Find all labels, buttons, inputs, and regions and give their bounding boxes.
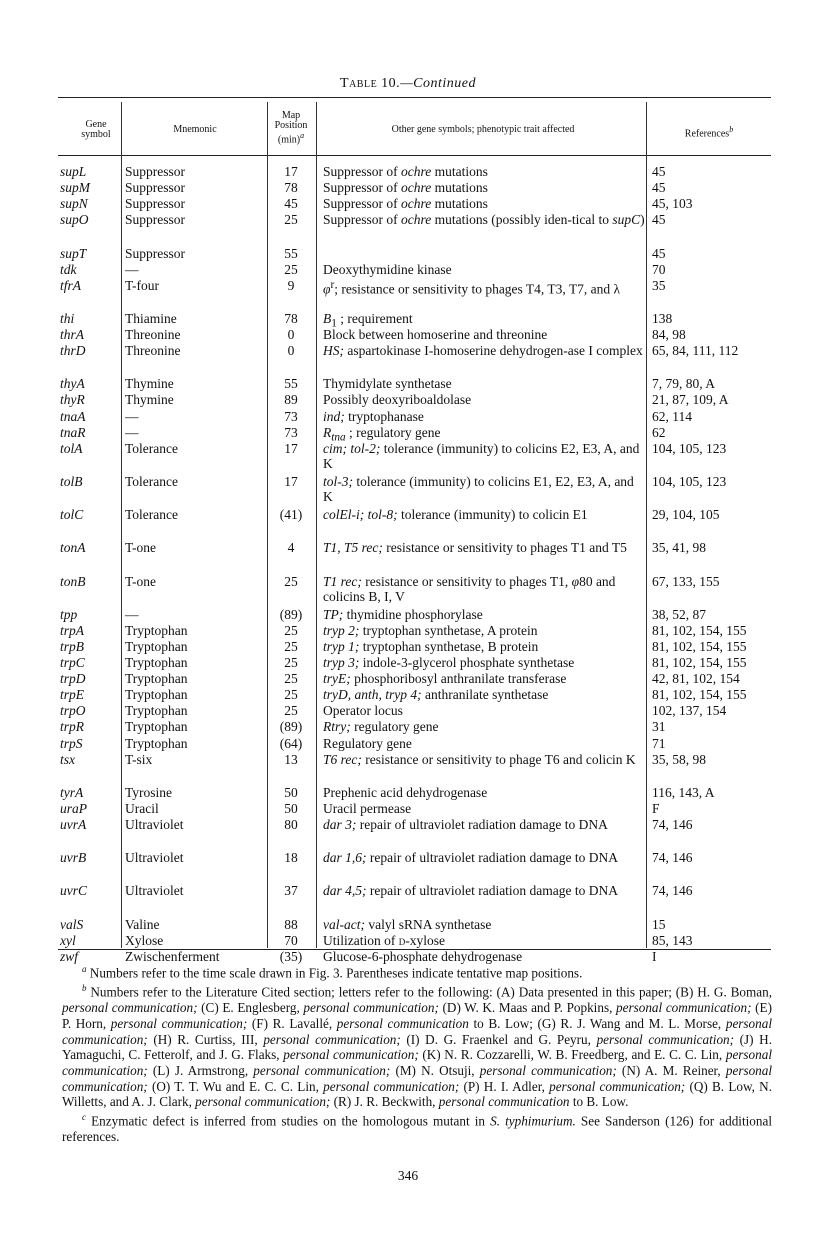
references-cell: 81, 102, 154, 155 [652, 622, 747, 638]
map-position-cell: 25 [284, 573, 298, 589]
map-position-cell: 55 [284, 376, 298, 392]
map-position-cell: (89) [279, 606, 303, 622]
gene-symbol-cell: uvrA [60, 817, 87, 832]
footnote-a-text: Numbers refer to the time scale drawn in Fig. 3. Parentheses indicate tentative map positions. [89, 965, 583, 981]
gene-symbol-cell: thrA [60, 327, 85, 342]
table-bottom-rule [58, 949, 771, 950]
gene-symbol-cell: supL [60, 164, 87, 179]
map-position-cell: 25 [284, 655, 298, 670]
trait-cell: Possibly deoxyriboaldolase [323, 392, 472, 408]
gene-symbol-cell: tnaR [60, 424, 86, 440]
gene-symbol-cell: valS [60, 916, 84, 932]
trait-cell: Rtry; regulatory gene [323, 719, 439, 735]
trait-cell: Suppressor of ochre mutations [323, 180, 488, 196]
references-cell: 45 [652, 180, 666, 196]
trait-cell: Thymidylate synthetase [323, 376, 452, 392]
references-cell: 81, 102, 154, 155 [652, 687, 747, 703]
trait-cell: T6 rec; resistance or sensitivity to phage T6 and colicin K [323, 751, 636, 767]
references-cell: 104, 105, 123 [652, 473, 727, 489]
map-position-cell: 50 [284, 784, 298, 800]
trait-cell: val-act; valyl sRNA synthetase [323, 916, 492, 932]
gene-symbol-cell: zwf [60, 948, 79, 964]
mnemonic-cell: Valine [125, 916, 160, 932]
mnemonic-cell: Ultraviolet [125, 817, 184, 832]
trait-cell: Suppressor of ochre mutations [323, 196, 488, 212]
references-cell: 104, 105, 123 [652, 440, 727, 456]
mnemonic-cell: Suppressor [125, 164, 185, 179]
map-position-cell: 25 [284, 638, 298, 654]
header-map-line2: Position [274, 120, 308, 131]
mnemonic-cell: Tolerance [125, 440, 179, 456]
mnemonic-cell: Suppressor [125, 212, 185, 228]
gene-symbol-cell: tyrA [60, 784, 84, 800]
references-cell: 45 [652, 245, 666, 261]
trait-cell: cim; tol-2; tolerance (immunity) to colicins E2, E3, A, and K [323, 440, 640, 472]
map-position-cell: 18 [284, 850, 298, 866]
header-other-symbols: Other gene symbols; phenotypic trait affected [391, 124, 575, 135]
mnemonic-cell: Threonine [125, 343, 181, 359]
map-position-cell: (64) [279, 735, 303, 751]
references-cell: 45 [652, 212, 666, 228]
references-cell: 74, 146 [652, 883, 693, 899]
map-position-cell: 9 [287, 277, 295, 293]
mnemonic-cell: — [125, 408, 139, 424]
footnote-c-text: Enzymatic defect is inferred from studies on the homologous mutant in S. typhimurium. See Sanderson (126) for additional references. [62, 1113, 772, 1145]
trait-cell: Utilization of d-xylose [323, 932, 445, 948]
trait-cell: dar 1,6; repair of ultraviolet radiation damage to DNA [323, 850, 619, 866]
mnemonic-cell: — [125, 424, 139, 440]
header-map-unit: (min) [277, 134, 301, 146]
trait-cell: tryD, anth, tryp 4; anthranilate synthetase [323, 687, 549, 703]
map-position-cell: 73 [284, 424, 298, 440]
references-cell: 31 [652, 719, 666, 735]
map-position-cell: 25 [284, 261, 298, 277]
mnemonic-cell: Thiamine [125, 310, 177, 326]
gene-symbol-cell: tolA [60, 440, 83, 456]
map-position-cell: 50 [284, 800, 298, 816]
references-cell: 74, 146 [652, 817, 693, 832]
trait-cell: dar 3; repair of ultraviolet radiation damage to DNA [323, 817, 608, 832]
footnotes [62, 962, 772, 1145]
trait-cell: tryp 1; tryptophan synthetase, B protein [323, 638, 539, 654]
mnemonic-cell: T-one [125, 540, 156, 556]
mnemonic-cell: Tryptophan [125, 671, 188, 687]
trait-cell: Prephenic acid dehydrogenase [323, 784, 488, 800]
trait-cell: TP; thymidine phosphorylase [323, 606, 483, 622]
page-number: 346 [397, 1168, 419, 1183]
mnemonic-cell: Suppressor [125, 245, 185, 261]
map-position-cell: (89) [279, 719, 303, 735]
gene-symbol-cell: trpR [60, 719, 85, 735]
trait-cell: $B_1$ ; requirement [323, 310, 413, 330]
gene-symbol-cell: tonA [60, 540, 86, 556]
references-cell: 45 [652, 164, 666, 179]
header-references-note: b [729, 125, 734, 134]
gene-symbol-cell: tdk [60, 261, 77, 277]
trait-cell: Block between homoserine and threonine [323, 327, 548, 342]
references-cell: 138 [652, 310, 673, 326]
references-cell: 7, 79, 80, A [652, 376, 716, 392]
map-position-cell: 17 [284, 473, 298, 489]
map-position-cell: (41) [279, 507, 303, 523]
references-cell: 45, 103 [652, 196, 693, 212]
references-cell: 38, 52, 87 [652, 606, 706, 622]
trait-cell: Operator locus [323, 703, 403, 719]
trait-cell: Glucose-6-phosphate dehydrogenase [323, 948, 523, 964]
header-map-line1: Map [281, 110, 301, 121]
map-position-cell: 78 [284, 180, 298, 196]
references-cell: 42, 81, 102, 154 [652, 671, 740, 687]
gene-symbol-cell: trpD [60, 671, 86, 687]
references-cell: 116, 143, A [652, 784, 715, 800]
map-position-cell: 80 [284, 817, 298, 832]
mnemonic-cell: — [125, 261, 139, 277]
mnemonic-cell: T-one [125, 573, 156, 589]
map-position-cell: 25 [284, 703, 298, 719]
gene-symbol-cell: trpO [60, 703, 86, 719]
references-cell: 67, 133, 155 [652, 573, 720, 589]
gene-symbol-cell: trpA [60, 622, 85, 638]
mnemonic-cell: Tryptophan [125, 687, 188, 703]
map-position-cell: 13 [284, 751, 298, 767]
table-title-label: Table 10. [340, 76, 401, 91]
gene-symbol-cell: thyA [60, 376, 85, 392]
footnote-b-text: Numbers refer to the Literature Cited section; letters refer to the following: (A) Data presented in this paper; (B) H. G. Boman, personal communication; (C) E. Englesberg, personal communication; (D) W. K. Maas and P. Popkins, personal communication; (E) P. Horn, personal communication; (F) R. Lavallé, personal communication to B. Low; (G) R. J. Wang and M. L. Morse, personal communication; (H) R. Curtiss, III, personal communication; (I) D. G. Fraenkel and G. Peyru, personal communication; (J) H. Yamaguchi, C. Fetterolf, and J. G. Flaks, personal communication; (K) N. R. Cozzarelli, W. B. Freedberg, and E. C. C. Lin, personal communication; (L) J. Armstrong, personal communication; (M) N. Otsuji, personal communication; (N) A. M. Reiner, personal communication; (O) T. T. Wu and E. C. C. Lin, personal communication; (P) H. I. Adler, personal communication; (Q) B. Low, N. Willetts, and A. J. Clark, personal communication; (R) J. R. Beckwith, personal communication to B. Low. [62, 984, 773, 1110]
mnemonic-cell: Tryptophan [125, 735, 188, 751]
mnemonic-cell: Uracil [125, 800, 159, 816]
trait-cell: $R_{tna}$ ; regulatory gene [323, 424, 441, 444]
gene-symbol-cell: tonB [60, 573, 86, 589]
references-cell: 85, 143 [652, 932, 693, 948]
footnote-a-mark: a [82, 964, 87, 974]
references-cell: 74, 146 [652, 850, 693, 866]
map-position-cell: 70 [284, 932, 298, 948]
references-cell: 102, 137, 154 [652, 703, 727, 719]
gene-symbol-cell: supN [60, 196, 88, 212]
footnote-c-mark: c [82, 1112, 86, 1123]
references-cell: 35, 58, 98 [652, 751, 706, 767]
gene-symbol-cell: trpC [60, 655, 85, 670]
gene-symbol-cell: thrD [60, 343, 86, 359]
references-cell: 71 [652, 735, 666, 751]
mnemonic-cell: Thymine [125, 392, 174, 408]
trait-cell: colEl-i; tol-8; tolerance (immunity) to colicin E1 [323, 507, 588, 523]
gene-symbol-cell: xyl [60, 932, 76, 948]
mnemonic-cell: Tolerance [125, 507, 179, 523]
gene-symbol-cell: supO [60, 212, 89, 228]
header-gene-line2: symbol [81, 129, 111, 140]
gene-symbol-cell: thi [60, 310, 75, 326]
mnemonic-cell: Thymine [125, 376, 174, 392]
mnemonic-cell: Tryptophan [125, 638, 188, 654]
mnemonic-cell: Tryptophan [125, 622, 188, 638]
map-position-cell: 0 [287, 327, 295, 342]
map-position-cell: 45 [284, 196, 298, 212]
gene-symbol-cell: trpB [60, 638, 85, 654]
map-position-cell: 89 [284, 392, 298, 408]
footnote-b [62, 981, 772, 1110]
trait-cell: ind; tryptophanase [323, 408, 424, 424]
references-cell: 84, 98 [652, 327, 686, 342]
trait-cell: T1 rec; resistance or sensitivity to phages T1, φ80 and colicins B, I, V [323, 573, 616, 605]
gene-symbol-cell: tpp [60, 606, 78, 622]
gene-symbol-cell: supT [60, 245, 87, 261]
gene-symbol-cell: tolB [60, 473, 83, 489]
references-cell: 62, 114 [652, 408, 692, 424]
trait-cell: tryp 2; tryptophan synthetase, A protein [323, 622, 538, 638]
mnemonic-cell: — [125, 606, 139, 622]
gene-symbol-cell: supM [60, 180, 90, 196]
references-cell: 21, 87, 109, A [652, 392, 729, 408]
table-title-suffix: —Continued [400, 76, 476, 91]
references-cell: F [652, 800, 660, 816]
mnemonic-cell: Tryptophan [125, 703, 188, 719]
mnemonic-cell: Tryptophan [125, 719, 188, 735]
references-cell: 15 [652, 916, 666, 932]
map-position-cell: 4 [287, 540, 295, 556]
map-position-cell: 17 [284, 440, 298, 456]
map-position-cell: 25 [284, 687, 298, 703]
gene-symbol-cell: tolC [60, 507, 84, 523]
trait-cell: HS; aspartokinase I-homoserine dehydrogen-ase I complex [323, 343, 643, 359]
header-mnemonic: Mnemonic [173, 124, 217, 135]
map-position-cell: 25 [284, 622, 298, 638]
trait-cell: tol-3; tolerance (immunity) to colicins E1, E2, E3, A, and K [323, 473, 634, 505]
trait-cell: $\varphi^r$; resistance or sensitivity to phages T4, T3, T7, and λ [323, 278, 621, 297]
map-position-cell: 55 [284, 245, 298, 261]
references-cell: 35, 41, 98 [652, 540, 706, 556]
trait-cell: Uracil permease [323, 800, 412, 816]
references-cell: 62 [652, 424, 666, 440]
gene-symbol-cell: uraP [60, 800, 87, 816]
references-cell: 35 [652, 277, 666, 293]
header-gene-line1: Gene [85, 119, 107, 130]
mnemonic-cell: Ultraviolet [125, 850, 184, 866]
footnote-c [62, 1110, 772, 1145]
trait-cell: T1, T5 rec; resistance or sensitivity to phages T1 and T5 [323, 540, 627, 556]
trait-cell: Regulatory gene [323, 735, 412, 751]
trait-cell: Suppressor of ochre mutations [323, 164, 488, 179]
mnemonic-cell: T-four [125, 277, 159, 293]
gene-symbol-cell: uvrC [60, 883, 87, 899]
gene-symbol-cell: uvrB [60, 850, 87, 866]
references-cell: 81, 102, 154, 155 [652, 655, 747, 670]
references-cell: I [652, 948, 657, 964]
map-position-cell: 37 [284, 883, 298, 899]
mnemonic-cell: Tyrosine [125, 784, 173, 800]
header-references-label: References [684, 128, 730, 140]
mnemonic-cell: Tolerance [125, 473, 179, 489]
references-cell: 65, 84, 111, 112 [652, 343, 739, 359]
trait-cell: dar 4,5; repair of ultraviolet radiation damage to DNA [323, 883, 619, 899]
map-position-cell: 78 [284, 310, 298, 326]
mnemonic-cell: Threonine [125, 327, 181, 342]
gene-symbol-cell: trpS [60, 735, 83, 751]
map-position-cell: 25 [284, 212, 298, 228]
footnote-a [62, 962, 772, 981]
mnemonic-cell: T-six [125, 751, 153, 767]
gene-symbol-cell: tfrA [60, 277, 82, 293]
footnote-b-mark: b [82, 983, 87, 994]
map-position-cell: (35) [279, 948, 303, 964]
gene-symbol-cell: tnaA [60, 408, 86, 424]
map-position-cell: 88 [284, 916, 298, 932]
references-cell: 70 [652, 261, 666, 277]
mnemonic-cell: Ultraviolet [125, 883, 184, 899]
mnemonic-cell: Suppressor [125, 180, 185, 196]
trait-cell: Deoxythymidine kinase [323, 261, 452, 277]
mnemonic-cell: Xylose [125, 932, 164, 948]
map-position-cell: 0 [287, 343, 295, 359]
references-cell: 81, 102, 154, 155 [652, 638, 747, 654]
mnemonic-cell: Tryptophan [125, 655, 188, 670]
mnemonic-cell: Zwischenferment [125, 948, 220, 964]
map-position-cell: 73 [284, 408, 298, 424]
gene-symbol-cell: tsx [60, 751, 75, 767]
gene-symbol-cell: trpE [60, 687, 85, 703]
gene-symbol-cell: thyR [60, 392, 85, 408]
map-position-cell: 25 [284, 671, 298, 687]
header-map-note: a [300, 131, 305, 140]
references-cell: 29, 104, 105 [652, 507, 720, 523]
mnemonic-cell: Suppressor [125, 196, 185, 212]
trait-cell: tryE; phosphoribosyl anthranilate transferase [323, 671, 567, 687]
trait-cell: Suppressor of ochre mutations (possibly iden-tical to supC) [323, 212, 645, 228]
trait-cell: tryp 3; indole-3-glycerol phosphate synthetase [323, 655, 575, 670]
map-position-cell: 17 [284, 164, 298, 179]
